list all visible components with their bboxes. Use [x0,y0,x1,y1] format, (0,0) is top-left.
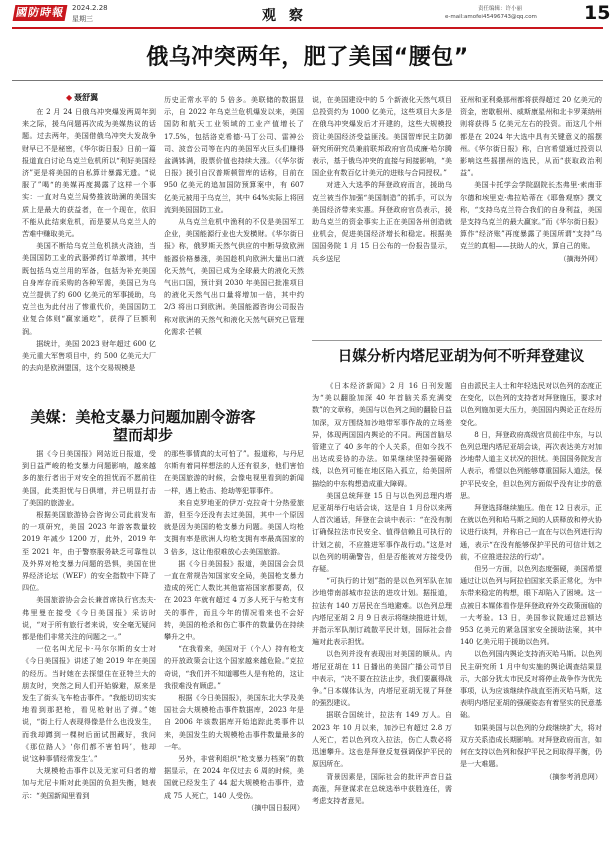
paragraph: 一位名叫尤尼卡·马尔尔斯的女士对《今日美国报》讲述了她 2019 年在美国的经历。当时她在去探望住在亚特兰大的朋友时，突然之间人们开始躲避，原来是发生了街头飞车枪击事件。“我能切切实实地看到那把枪，看见枪射出了弹。”她说，“街上行人表现得像是什么也没发生，而我却蹲到一棵树后面试图藏好，我问《那位路人》‘你们都不害怕吗’，他却说‘这种事情经常发生’。” [22,644,156,764]
byline-diamond-icon: ◆ [66,93,73,102]
article3-headline: 日媒分析内塔尼亚胡为何不听拜登建议 [337,349,585,365]
issue-date: 2024.2.28 [72,4,108,12]
paragraph: 对进入大选季的拜登政府而言，援助乌克兰被当作加强“美国制造”的抓手，可以为美国经济带来实惠。拜登政府官员表示，援助乌克兰的资金事实上正在美国各州创造就业机会，促进美国经济增长和稳定。根据美国国务院 1 月 15 日公布的一份报告显示，兵乡送尼 [312,180,452,263]
author-name: 聂舒翼 [74,93,99,102]
paragraph: 美国旅游协会会长兼首席执行官杰夫·弗里曼在接受《今日美国报》采访时说，“对于所有旅行者来说，安全毫无疑问都是他们非常关注的问题之一。” [22,595,156,642]
paragraph: 美国不断给乌克兰危机拱火浇油，当美国国防工业的武器弹药订单激增，其中既包括乌克兰用的军备，包括为补充美国自身库存而采购的各种军需，美国已为乌克兰提供了约 600 亿美元的军事援助，乌克兰也为此付出了惨重代价，美国国防工业复合体则“赢家通吃”，获得了巨额利润。 [22,241,156,336]
paragraph: 8 日，拜登政府高级官员前往中东，与以色列总理内塔尼亚胡会谈，再次表达美方对加沙地带人道主义状况的担忧。美国国务院发言人表示，希望以色列能够尊重国际人道法，保护平民安全，但以色列方面似乎没有让步的意思。 [460,429,602,500]
paragraph: 来自克罗地亚的伊万·克拉奇十分热爱旅游，但至今还没有去过美国，其中一个原因就是因为美国的枪支暴力问题。美国人均枪支拥有率是欧洲人均枪支拥有率最高国家的 3 倍多，这让他很难放心去美国旅游。 [164,497,304,556]
paragraph: 美国总统拜登 15 日与以色列总理内塔尼亚胡举行电话会谈，这是自 1 月份以来两人首次通话，拜登在会谈中表示：“在没有制订确保拉法市民安全、值得信赖且可执行的计划之前，不应推进军事作战行动。”这是对以色列的明确警告，但是否能被对方接受仍存疑。 [312,490,452,574]
headline-rule [12,80,603,81]
paragraph: 自由派民主人士和年轻选民对以色列的态度正在变化，以色列的支持者对拜登施压，要求对以色列施加更大压力，美国国内舆论正在经历变化。 [460,381,602,427]
editor-email: e-mail:amofei45496743@qq.com [445,14,537,20]
paragraph: 说，在美国建设中的 5 个新液化天然气项目总投资约为 1000 亿美元，这些项目大多是在俄乌冲突爆发后才开建的，这些大规模投资让美国经济受益匪浅。美国智库民主防御研究所研究员兼前联邦政府官员成廉·哈尔腾表示，基于俄乌冲突的直接与间接影响，“美国企业有数百亿计美元的进账与合同授权。” [312,95,452,178]
paragraph: 根据《今日美国报》，美国东北大学及美国社会大规模枪击事件数据库，2023 年是自 2006 年该数据库开始追踪此类事件以来，美国发生的大规模枪击事件数量最多的一年。 [164,693,304,751]
newspaper-logo: 國防時報 [13,5,68,21]
paragraph: 以色列并没有表现出对美国的顺从。内塔尼亚胡在 11 日播出的美国广播公司节目中表示，“决不要在拉法止步，我们要赢得战争。”日本媒体认为，内塔尼亚胡无视了拜登的强烈建议。 [312,649,452,708]
article3-top-rule [312,340,602,341]
paragraph: 根据美国旅游协会咨询公司此前发布的一项研究，美国 2023 年游客数量较 2019 年减少 1200 万，此外，2019 年至 2021 年，由于警察服务缺乏可靠性以及外界对枪支暴力问题的恐惧，美国在世界经济论坛（WEF）的安全指数中下降了四位。 [22,510,156,593]
masthead-rule [12,27,603,29]
issue-weekday: 星期三 [72,15,93,23]
paragraph: 另外，非营利组织“枪支暴力档案”的数据显示，在 2024 年仅过去 6 周的时候，美国就已经发生了 44 起大规模枪击事件，造成 75 人死亡，140 人受伤。 [164,754,304,800]
article1-column-3 [312,94,452,332]
article1-headline: 俄乌冲突两年，肥了美国“腰包” [146,45,469,70]
paragraph: 大规模枪击事件以及无家可归者的增加与尤尼卡斯对此美国的负担失衡，她表示：“美国新闻里看到 [22,766,156,800]
article3-source: （摘参考消息网） [545,771,602,781]
paragraph: 背景因素是，国际社会的批评声音日益高涨，拜登谋求在总统选举中获胜连任，需考虑支持者意见。 [312,771,452,805]
article3-column-2 [460,380,602,838]
paragraph: 从乌克兰危机中渔利的不仅是美国军工企业，美国能源行业也大发横财。《华尔街日报》称，俄罗斯天然气供应的中断导致欧洲能源价格暴涨，美国趁机向欧洲大量出口液化天然气，美国已成为全球最大的液化天然气出口国，预计到 2030 年美国已批准项目的液化天然气出口量将增加一倍，其中约 2/3 将出口到欧洲。美国能源咨询公司报告称对欧洲的天然气和液化天然气研究已管理化需求·芒顿 [164,217,304,336]
paragraph: 美国卡托学会学院副院长杰弗里·索南菲尔德和埃里克·弗拉哈蒂在《耶鲁观察》撰文称，“支持乌克兰符合我们的自身利益，美国是支持乌克兰的最大赢家。”而《华尔街日报》算作“经济账”再度暴露了美国所谓“支持”乌克兰的真相——扶助人的火，算自己的账。 [460,180,602,251]
article1-column-2 [164,94,304,396]
paragraph: 亚州和亚利桑那州都将获得超过 20 亿美元的资金，密歇根州、威斯康星州和北卡罗莱纳州则将获得 5 亿美元左右的投资。而这几个州都是在 2024 年大选中具有关键意义的摇摆州。《华尔街日报》称，白宫希望通过投资以影响这些摇摆州的选民，从而“获取政治利益”。 [460,95,602,178]
article2-headline: 美媒：美枪支暴力问题加剧令游客望而却步 [30,408,256,444]
article1-column-1 [22,106,156,396]
paragraph: 据联合国统计，拉法有 149 万人。自 2023 年 10 月以来，加沙已有超过 2.8 万人死亡，若以色列攻入拉法，伤亡人数必将迅速攀升。这也是拜登反复强调保护平民的原因所在。 [312,710,452,769]
paragraph: 但另一方面，以色列态度强硬，美国希望通过让以色列与阿拉伯国家关系正常化，为中东带来稳定的构想，眼下却陷入了困境。这一点被日本媒体看作是拜登政府外交政策面临的一大考验。13 日，美国参议院通过总额达 953 亿美元的紧急国家安全援助法案，其中 140 亿美元用于援助以色列。 [460,564,602,647]
section-name: 观 察 [262,8,307,24]
paragraph: 拜登选择继续施压。他在 12 日表示，正在就以色列和哈马斯之间的人质释放和停火协议进行谈判，并称自己一直在与以色列进行沟通，表示“在没有能够保护平民的可信计划之前，不应推进拉法的行动”。 [460,503,602,561]
article2-column-2 [164,448,304,838]
paragraph: “可执行的计划”指的是以色列军队在加沙地带南部城市拉法的进攻计划。据报道，拉法有 140 万居民在当地避难。以色列总理内塔尼亚胡 2 月 9 日表示将继续推进计划，并指示军队制订疏散平民计划，国际社会普遍对此表示担忧。 [312,576,452,647]
paragraph: 历史正常水平的 5 倍多。美联储的数据显示，自 2022 年乌克兰危机爆发以来，美国国防和航天工业领域的工业产值增长了 17.5%，包括洛克希德·马丁公司、雷神公司、波音公司等在内的美国军火巨头们赚得盆满钵满，股票价值也持续大涨。（《华尔街日报》援引自汉普斯顿智库的话称，目前在 950 亿美元的追加国防预算案中，有 607 亿美元被用于乌克兰，其中 64%实际上将回流到美国国防工业。 [164,95,304,214]
article1-source: （摘海外网） [559,253,602,263]
masthead [0,0,615,30]
paragraph: 在 2 月 24 日俄乌冲突爆发两周年到来之际，援乌问题再次成为美媒热议的话题。过去两年，美国借俄乌冲突大发战争财早已不是秘密，《华尔街日报》日前一篇报道直白讨论乌克兰危机所以“利好美国经济”更是将美国的自私算计暴露无遗。“说服了”喝“的美媒再度揭露了这样一个事实：一直对乌克兰局势推波助澜的美国实质上是最大的获益者，在一个现在，依旧不能从此结束危机，而是要从乌克兰人的苦难中赚取美元。 [22,107,156,239]
article2-column-1 [22,448,156,838]
paragraph: 的那些事情真的太可怕了”。报道称，与丹尼尔斯有着同样想法的人还有很多，他们害怕在美国旅游的时候，会像电视里看到的新闻一样，遇上枪击、抢劫等犯罪事件。 [164,449,304,495]
article2-source: （摘中国日报网） [247,802,304,812]
paragraph: 以色列国内舆论支持消灭哈马斯。以色列民主研究所 1 月中旬实施的舆论调查结果显示，大部分犹太市民反对将停止战争作为优先事项，认为应该继续作战直至消灭哈马斯，这表明内塔尼亚胡的强硬姿态有着坚实的民意基础。 [460,649,602,720]
paragraph: 《日本经济新闻》2 月 16 日刊发题为“美以翻脸加深 40 年首脑关系充满变数”的文章称，美国与以色列之间的翻脸日益加深，双方围绕加沙地带军事作战的立场差异，体现两国国内舆论的不同。两国首脑尽管建立了 40 多年的个人关系，但如今找不出达成妥协的办法。如果继续坚持强硬路线，以色列可能在地区陷入孤立，给美国所描绘的中东构想造成重大障碍。 [312,381,452,488]
paragraph: 据统计，美国 2023 财年超过 600 亿美元重大军售项目中，约 500 亿美元大厂的去向是欧洲盟国，这个交易规模是 [22,338,156,373]
paragraph: 据《今日美国报》报道，美国国会会员一直在常规告知国家安全局，美国枪支暴力造成的死亡人数比其他富裕国家都要高，仅在 2023 年就有超过 4 万多人死于与枪支有关的事件，而且今年的情况看来也不会好转，美国的枪杀和伤亡事件的数量仍在持续攀升之中。 [164,558,304,642]
paragraph: “在我看来，美国对于（个人）持有枪支的开放政策会让这个国家越来越危险。”克拉奇说，“我们并不知道哪些人是有枪的，这让我很难没有顾虑。” [164,644,304,690]
article3-column-1 [312,380,452,838]
article1-column-4 [460,94,602,332]
editor-credit: 责任编辑：许小丽 [478,6,523,12]
page-number: 15 [584,2,611,24]
article1-byline [66,92,98,103]
paragraph: 如果美国与以色列的分歧继续扩大，将对双方关系造成长期影响。对拜登政府而言，如何在支持以色列和保护平民之间取得平衡，仍是一大难题。 [460,722,602,769]
paragraph: 据《今日美国报》网站近日报道，受到日益严峻的枪支暴力问题影响，越来越多的旅行者出于对安全的担忧而不愿前往美国，此类担忧与日俱增，并已明显打击了美国的旅游业。 [22,449,156,507]
